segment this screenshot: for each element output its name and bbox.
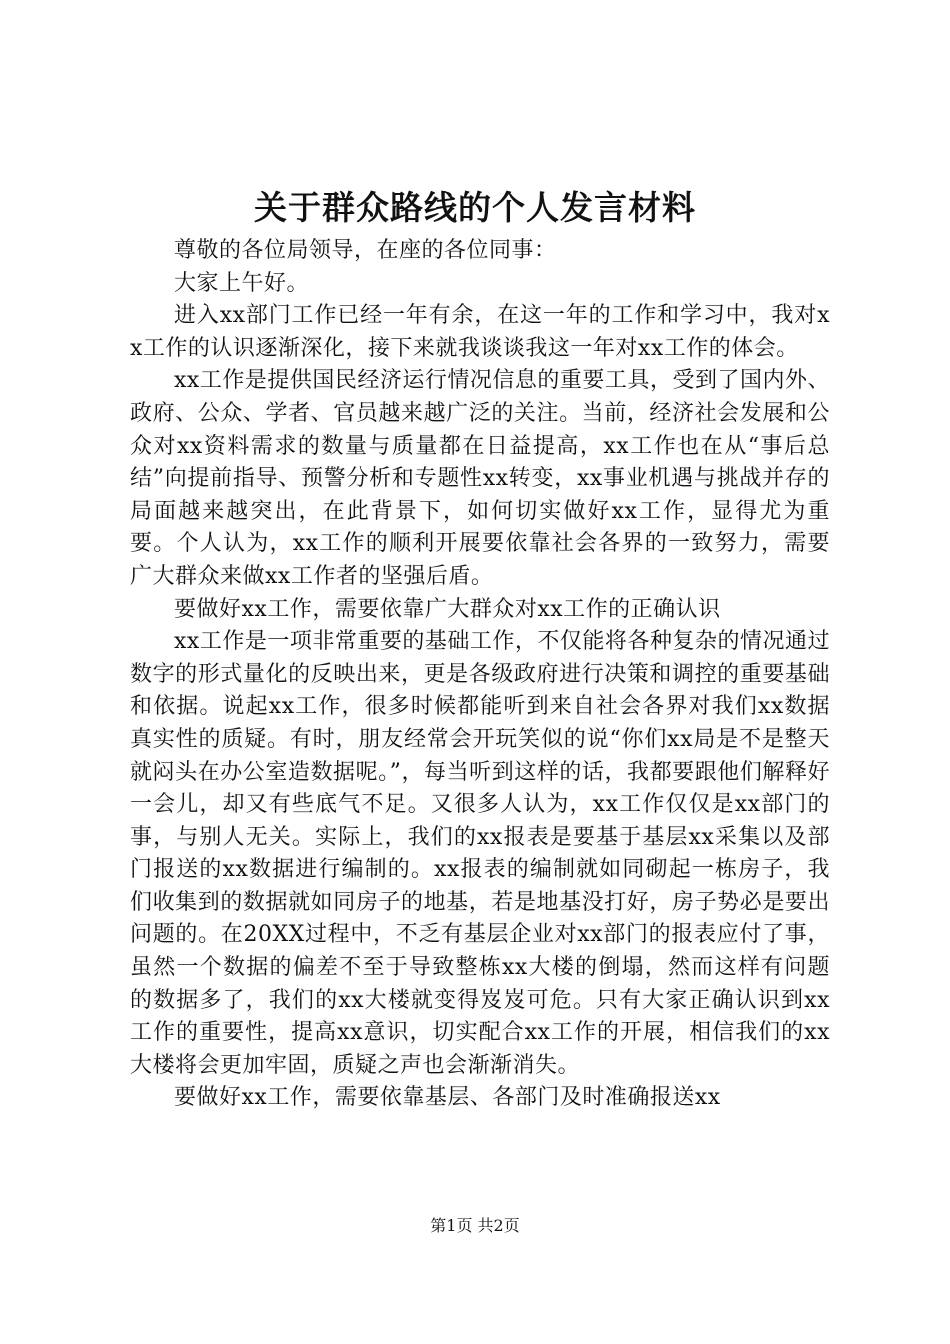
document-title: 关于群众路线的个人发言材料 (254, 188, 696, 227)
greeting: 大家上午好。 (174, 270, 310, 296)
document-body (130, 235, 830, 1115)
section-heading-2: 要做好xx工作，需要依靠基层、各部门及时准确报送xx (174, 1085, 721, 1111)
paragraph-section-1: xx工作是一项非常重要的基础工作，不仅能将各种复杂的情况通过数字的形式量化的反映出来，更是各级政府进行决策和调控的重要基础和依据。说起xx工作，很多时候都能听到来自社会各界对我们xx数据真实性的质疑。有时，朋友经常会开玩笑似的说“你们xx局是不是整天就闷头在办公室造数据呢。”，每当听到这样的话，我都要跟他们解释好一会儿，却又有些底气不足。又很多人认为，xx工作仅仅是xx部门的事，与别人无关。实际上，我们的xx报表是要基于基层xx采集以及部门报送的xx数据进行编制的。xx报表的编制就如同砌起一栋房子，我们收集到的数据就如同房子的地基，若是地基没打好，房子势必是要出问题的。在20XX过程中，不乏有基层企业对xx部门的报表应付了事，虽然一个数据的偏差不至于导致整栋xx大楼的倒塌，然而这样有问题的数据多了，我们的xx大楼就变得岌岌可危。只有大家正确认识到xx工作的重要性，提高xx意识，切实配合xx工作的开展，相信我们的xx大楼将会更加牢固，质疑之声也会渐渐消失。 (130, 629, 830, 1078)
section-heading-1: 要做好xx工作，需要依靠广大群众对xx工作的正确认识 (174, 596, 721, 622)
page-number-footer: 第1页 共2页 (430, 1216, 520, 1235)
salutation: 尊敬的各位局领导，在座的各位同事： (174, 238, 557, 263)
paragraph-intro: 进入xx部门工作已经一年有余，在这一年的工作和学习中，我对xx工作的认识逐渐深化，接下来就我谈谈我这一年对xx工作的体会。 (130, 303, 830, 361)
paragraph-background: xx工作是提供国民经济运行情况信息的重要工具，受到了国内外、政府、公众、学者、官员越来越广泛的关注。当前，经济社会发展和公众对xx资料需求的数量与质量都在日益提高，xx工作也在从“事后总结”向提前指导、预警分析和专题性xx转变，xx事业机遇与挑战并存的局面越来越突出，在此背景下，如何切实做好xx工作，显得尤为重要。个人认为，xx工作的顺利开展要依靠社会各界的一致努力，需要广大群众来做xx工作者的坚强后盾。 (130, 368, 830, 589)
